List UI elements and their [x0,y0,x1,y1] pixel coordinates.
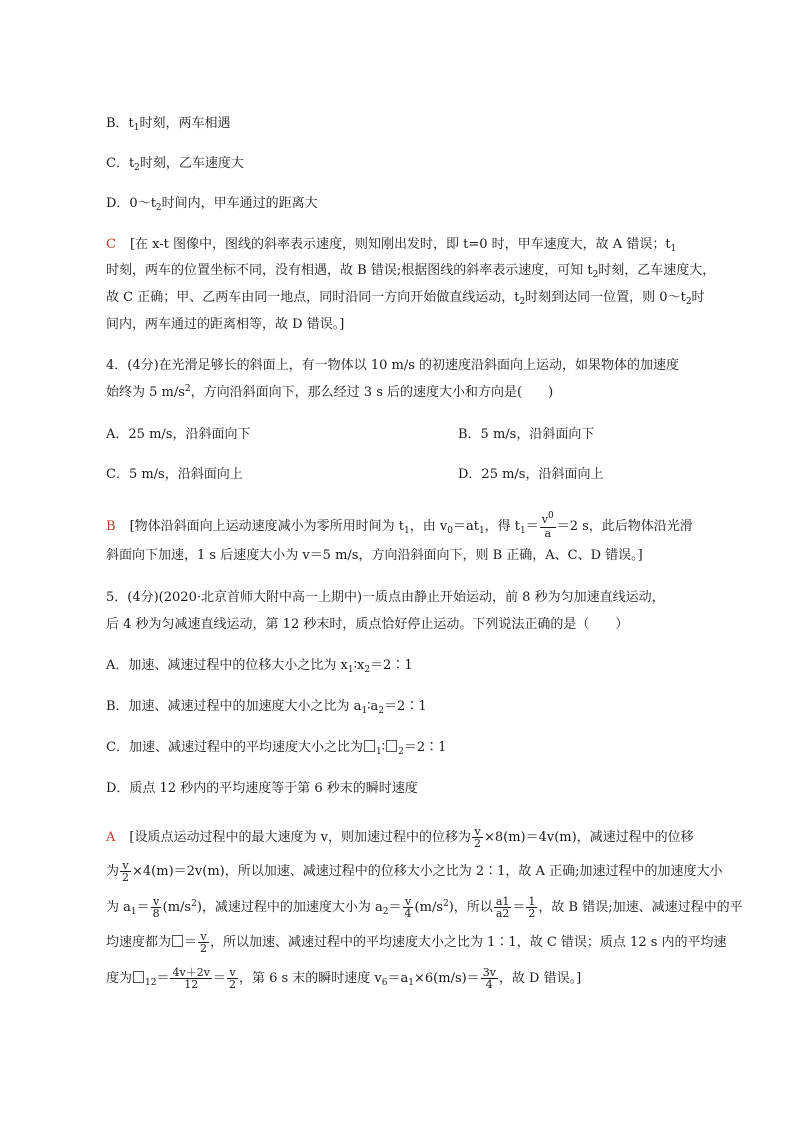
q5-explanation-line-4: 均速度都为 ＝ $\frac{v}{2}$ ，所以加速、减速过程中的平均速度大小之比为 1∶1，故 C 错误；质点 12 s 内的平均速 [106,930,727,955]
q5-explanation-line-1: A [设质点运动过程中的最大速度为 v，则加速过程中的位移为 $\frac{v}{2}$ ×8(m)＝4v(m)，减速过程中的位移 [106,825,694,850]
q4-options-row-1 [106,426,595,444]
q5-stem-line-2: 后 4 秒为匀减速直线运动，第 12 秒末时，质点恰好停止运动。下列说法正确的是（ ） [106,617,629,632]
fraction: $\frac{v}{4}$ [404,895,412,920]
q4-option-b: B．5 m/s，沿斜面向下 [458,427,595,442]
fraction: $\frac{a1}{a2}$ [495,895,510,920]
q5-explanation-line-3: 为 $a_1=$ $\frac{v}{8}$ $(m/s^2)$，减速过程中的加速度大小为 $a_2=$ $\frac{v}{4}$ $(m/s^2)$，所以 $\frac{a1}{a2}$ ＝ $\frac{1}{2}$ ，故 B 错误;加速、减速过程中的平 [106,895,743,920]
fraction: $\frac{v}{2}$ [473,825,481,850]
fraction: $\frac{v}{2}$ [200,930,208,955]
q4-stem-line-2: 始终为 5 $m/s^2$，方向沿斜面向下，那么经过 3 s 后的速度大小和方向是( ) [106,384,554,400]
q3-option-c: C．$t_2$时刻，乙车速度大 [106,156,244,173]
q3-explanation-line-1: C [在 x-t 图像中，图线的斜率表示速度，则知刚出发时，即 t=0 时，甲车速度大，故 A 错误；$t_1$ [106,237,677,254]
q5-explanation-line-2: 为 $\frac{v}{2}$ ×4(m)＝2v(m)，所以加速、减速过程中的位移大小之比为 2∶1，故 A 正确;加速过程中的加速度大小 [106,859,723,884]
q3-option-b: B．$t_1$时刻，两车相遇 [106,116,231,133]
q3-option-d: D．$0\sim t_2$时间内，甲车通过的距离大 [106,196,318,213]
q3-answer-letter: C [106,237,116,252]
q3-explanation-line-4: 间内，两车通过的距离相等，故 D 错误。] [106,317,345,332]
q3-explanation-line-2: 时刻，两车的位置坐标不同，没有相遇，故 B 错误;根据图线的斜率表示速度，可知 $t_2$时刻，乙车速度大， [106,263,716,280]
fraction: $\frac{v}{2}$ [228,966,236,991]
missing-glyph-icon [364,740,375,752]
missing-glyph-icon [172,935,183,947]
missing-glyph-icon [386,740,397,752]
missing-glyph-icon [133,971,144,983]
q4-explanation-line-1: B [物体沿斜面向上运动速度减小为零所用时间为 $t_1$，由 $v_0=at_1$，得 $t_1=$ $\frac{v^0}{a}$ ＝2 s，此后物体沿光滑 [106,511,693,540]
q5-option-d: D．质点 12 秒内的平均速度等于第 6 秒末的瞬时速度 [106,781,418,796]
q4-options-row-2 [106,466,604,484]
q4-option-a: A．25 m/s，沿斜面向下 [106,427,251,442]
q5-option-b: B．加速、减速过程中的加速度大小之比为 $a_1∶a_2=2∶1$ [106,699,427,716]
q4-option-c: C．5 m/s，沿斜面向上 [106,467,243,482]
q5-answer-letter: A [106,830,116,845]
fraction: $\frac{4v+2v}{12}$ [172,966,210,991]
q4-answer-letter: B [106,519,116,534]
q4-fraction-v0-over-a: $\frac{v^0}{a}$ [541,511,554,540]
q4-explanation-line-2: 斜面向下加速，1 s 后速度大小为 v＝5 m/s，方向沿斜面向下，则 B 正确，A、C、D 错误。] [106,548,643,563]
fraction: $\frac{1}{2}$ [528,895,536,920]
q3-explanation-line-3: 故 C 正确；甲、乙两车由同一地点，同时沿同一方向开始做直线运动，$t_2$时刻到达同一位置，则 $0\sim t_2$时 [106,290,705,307]
fraction: $\frac{3v}{4}$ [482,966,496,991]
q5-stem-line-1: 5．(4分)(2020·北京首师大附中高一上期中)一质点由静止开始运动，前 8 秒为匀加速直线运动， [106,590,665,605]
q4-option-d: D．25 m/s，沿斜面向上 [458,467,604,482]
q4-stem-line-1: 4．(4分)在光滑足够长的斜面上，有一物体以 10 m/s 的初速度沿斜面向上运动，如果物体的加速度 [106,358,680,373]
fraction: $\frac{v}{2}$ [122,859,130,884]
q5-option-a: A．加速、减速过程中的位移大小之比为 $x_1∶x_2=2∶1$ [106,658,413,675]
fraction: $\frac{v}{8}$ [152,895,160,920]
q5-option-c: C．加速、减速过程中的平均速度大小之比为 $_1$∶ $_2$＝2∶1 [106,740,447,757]
q5-explanation-line-5: 度为 $_{12}$＝ $\frac{4v+2v}{12}$ ＝ $\frac{v}{2}$ ，第 6 s 末的瞬时速度 $v_6=a_1\times 6(m/s)=$ $\frac{3v}{4}$ ，故 D 错误。] [106,966,582,991]
